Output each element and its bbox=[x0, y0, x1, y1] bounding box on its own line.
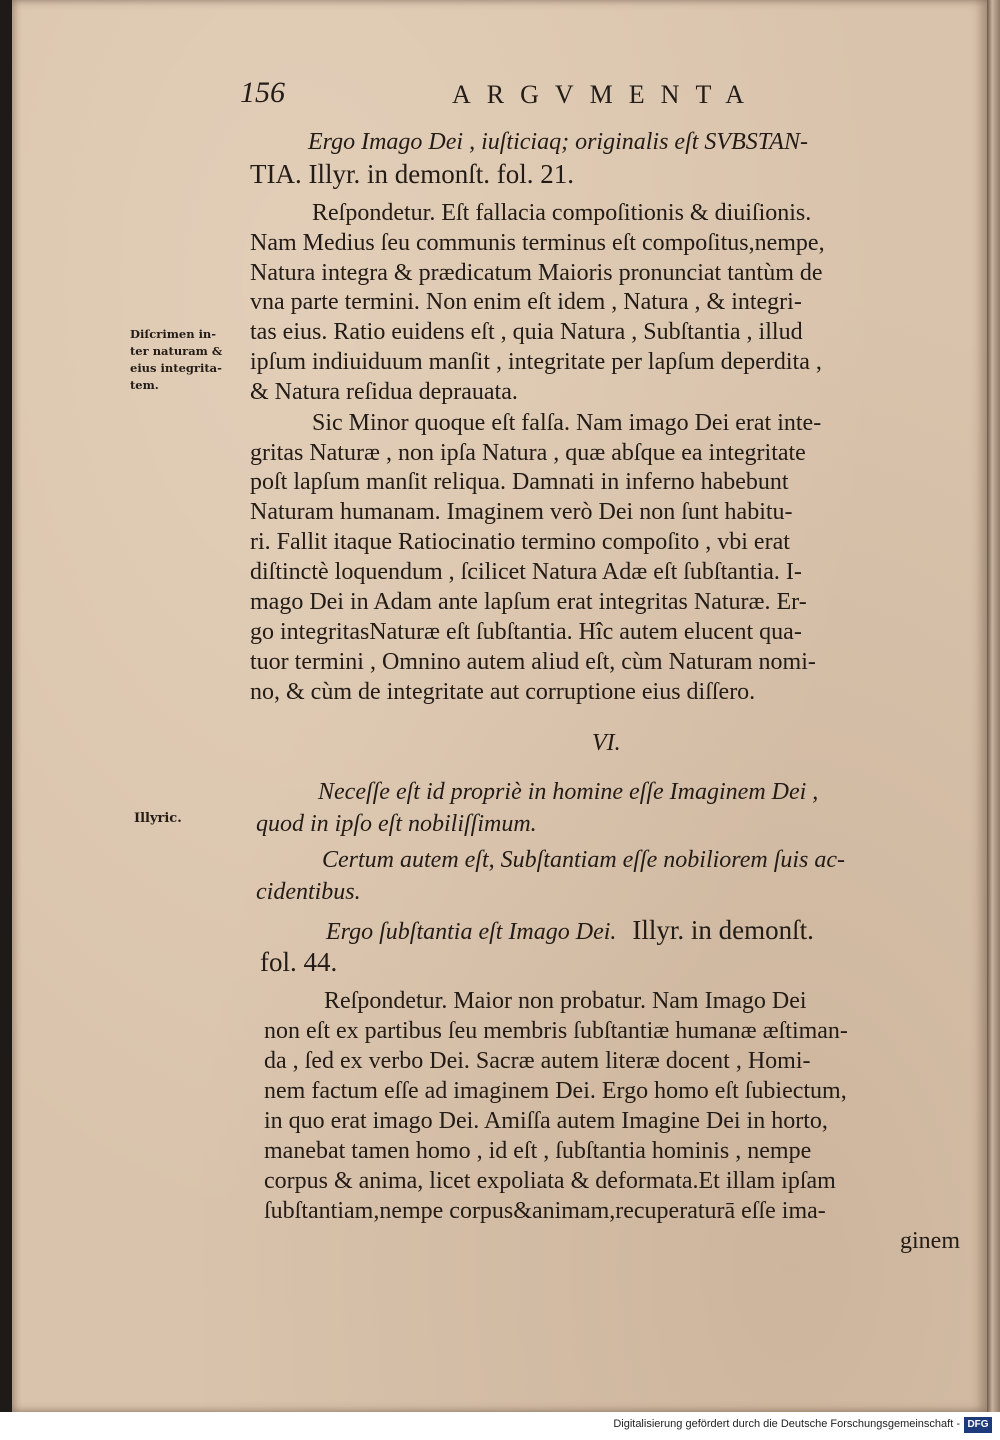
text-line-24-ref: Illyr. in demonſt. bbox=[632, 915, 814, 945]
text-line-7: tas eius. Ratio euidens eſt , quia Natura , Subſtantia , illud bbox=[250, 319, 803, 345]
text-line-21: quod in ipſo eſt nobiliſſimum. bbox=[256, 811, 537, 837]
text-line-17: go integritasNaturæ eſt ſubſtantia. Hîc autem elucent qua- bbox=[250, 619, 802, 645]
text-line-10: Sic Minor quoque eſt falſa. Nam imago Dei erat inte- bbox=[312, 410, 822, 436]
text-line-27: non eſt ex partibus ſeu membris ſubſtantiæ humanæ æſtiman- bbox=[264, 1018, 848, 1044]
text-line-31: manebat tamen homo , id eſt , ſubſtantia hominis , nempe bbox=[264, 1138, 812, 1164]
page-edge bbox=[987, 0, 1000, 1412]
text-line-23: cidentibus. bbox=[256, 879, 361, 905]
margin-note-discrimen: Diſcrimen in- ter naturam & eius integrita- tem. bbox=[130, 327, 223, 392]
text-line-4: Nam Medius ſeu communis terminus eſt compoſitus,nempe, bbox=[250, 230, 825, 256]
text-line-19: no, & cùm de integritate aut corruptione eius diſſero. bbox=[250, 679, 756, 705]
text-line-28: da , ſed ex verbo Dei. Sacræ autem literæ docent , Homi- bbox=[264, 1048, 811, 1074]
text-line-20: Neceſſe eſt id propriè in homine eſſe Imaginem Dei , bbox=[318, 779, 819, 805]
running-head: ARGVMENTA bbox=[452, 80, 761, 109]
text-line-12: poſt lapſum manſit reliqua. Damnati in inferno habebunt bbox=[250, 469, 789, 495]
text-line-18: tuor termini , Omnino autem aliud eſt, cùm Naturam nomi- bbox=[250, 649, 816, 675]
text-line-13: Naturam humanam. Imaginem verò Dei non ſunt habitu- bbox=[250, 499, 793, 525]
text-line-14: ri. Fallit itaque Ratiocinatio termino compoſito , vbi erat bbox=[250, 529, 790, 555]
text-line-1: Ergo Imago Dei , iuſticiaq; originalis eſt SVBSTAN- bbox=[308, 129, 808, 155]
text-line-6: vna parte termini. Non enim eſt idem , Natura , & integri- bbox=[250, 289, 802, 315]
text-line-5: Natura integra & prædicatum Maioris pronunciat tantùm de bbox=[250, 260, 823, 286]
text-line-8: ipſum indiuiduum manſit , integritate per lapſum deperdita , bbox=[250, 349, 822, 375]
catchword: ginem bbox=[900, 1228, 960, 1254]
text-line-11: gritas Naturæ , non ipſa Natura , quæ abſque ea integritate bbox=[250, 440, 806, 466]
footer-bar bbox=[0, 1412, 1000, 1440]
text-line-3: Reſpondetur. Eſt fallacia compoſitionis & diuiſionis. bbox=[312, 200, 812, 226]
text-line-2: TIA. Illyr. in demonſt. fol. 21. bbox=[250, 159, 574, 189]
text-line-24-wrap bbox=[326, 916, 814, 947]
section-number: VI. bbox=[592, 730, 621, 756]
footer-credit: Digitalisierung gefördert durch die Deutsche Forschungsgemeinschaft - bbox=[613, 1418, 960, 1430]
margin-note-illyric: Illyric. bbox=[134, 811, 182, 826]
text-line-33: ſubſtantiam,nempe corpus&animam,recuperaturā eſſe ima- bbox=[264, 1198, 826, 1224]
text-line-26: Reſpondetur. Maior non probatur. Nam Imago Dei bbox=[324, 988, 807, 1014]
text-line-9: & Natura reſidua deprauata. bbox=[250, 379, 518, 405]
text-line-29: nem factum eſſe ad imaginem Dei. Ergo homo eſt ſubiectum, bbox=[264, 1078, 847, 1104]
dfg-logo-icon: DFG bbox=[964, 1417, 992, 1433]
text-line-16: mago Dei in Adam ante lapſum erat integritas Naturæ. Er- bbox=[250, 589, 807, 615]
page-number: 156 bbox=[240, 76, 285, 109]
text-line-24: Ergo ſubſtantia eſt Imago Dei. bbox=[326, 919, 617, 945]
text-line-22: Certum autem eſt, Subſtantiam eſſe nobiliorem ſuis ac- bbox=[322, 847, 846, 873]
text-line-30: in quo erat imago Dei. Amiſſa autem Imagine Dei in horto, bbox=[264, 1108, 828, 1134]
text-line-32: corpus & anima, licet expoliata & deformata.Et illam ipſam bbox=[264, 1168, 836, 1194]
text-line-25: fol. 44. bbox=[260, 947, 338, 977]
text-line-15: diſtinctè loquendum , ſcilicet Natura Adæ eſt ſubſtantia. I- bbox=[250, 559, 802, 585]
